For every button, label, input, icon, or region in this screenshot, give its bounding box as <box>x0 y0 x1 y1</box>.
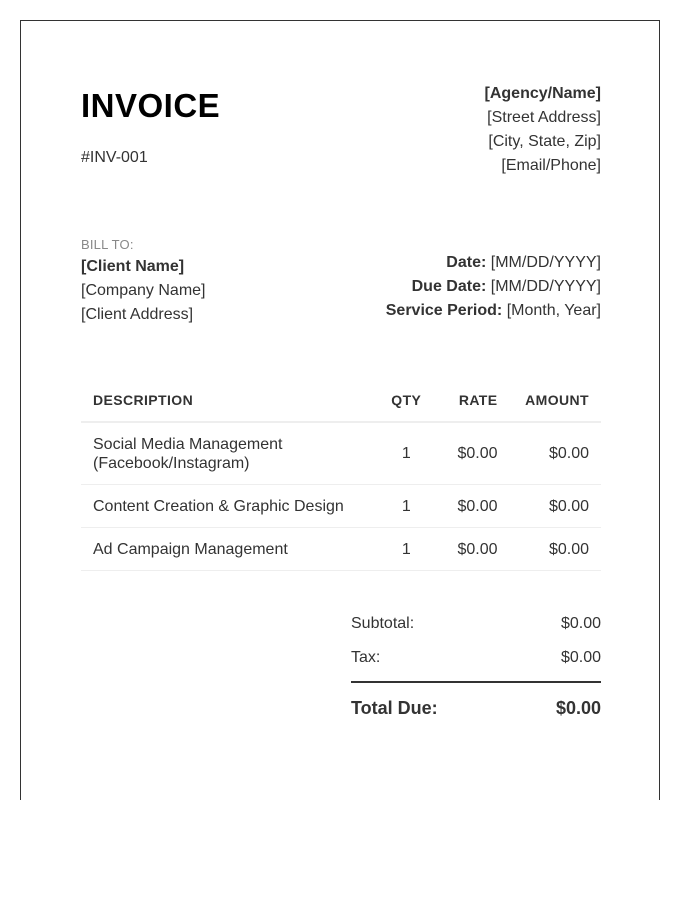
tax-line <box>351 647 601 681</box>
service-period-label: Service Period: <box>385 302 503 319</box>
row-qty: 1 <box>383 485 429 528</box>
client-name: [Client Name] <box>81 258 185 275</box>
table-header <box>81 379 601 422</box>
header-description: DESCRIPTION <box>81 379 383 422</box>
dates-block <box>386 251 601 323</box>
tax-value: $0.00 <box>560 649 601 666</box>
invoice-title: INVOICE <box>81 87 221 124</box>
due-date-line <box>386 275 601 299</box>
due-date-value: [MM/DD/YYYY] <box>490 278 601 295</box>
table-row <box>81 485 601 528</box>
row-description-line1: Social Media Management <box>93 435 283 453</box>
tax-label: Tax: <box>351 649 381 666</box>
subtotal-value: $0.00 <box>560 615 601 632</box>
table-row <box>81 528 601 571</box>
header-amount: AMOUNT <box>508 379 602 422</box>
totals-block <box>351 613 601 721</box>
invoice-header <box>81 87 601 207</box>
table-body <box>81 422 601 571</box>
invoice-number: #INV-001 <box>81 149 148 166</box>
row-rate: $0.00 <box>429 528 507 571</box>
row-amount: $0.00 <box>508 485 602 528</box>
row-qty: 1 <box>383 422 429 485</box>
agency-street: [Street Address] <box>487 109 601 126</box>
row-description: Ad Campaign Management <box>81 528 383 571</box>
row-rate: $0.00 <box>429 485 507 528</box>
company-name: [Company Name] <box>81 282 206 299</box>
date-label: Date: <box>446 254 487 271</box>
service-period-line <box>386 299 601 323</box>
agency-contact: [Email/Phone] <box>501 157 601 174</box>
total-due-label: Total Due: <box>351 698 438 718</box>
row-description: Content Creation & Graphic Design <box>81 485 383 528</box>
row-rate: $0.00 <box>429 422 507 485</box>
invoice-page <box>20 20 660 800</box>
agency-city: [City, State, Zip] <box>488 133 601 150</box>
table-header-row <box>81 379 601 422</box>
bill-to-label: BILL TO: <box>81 237 134 252</box>
row-amount: $0.00 <box>508 528 602 571</box>
agency-name: [Agency/Name] <box>484 85 601 102</box>
header-rate: RATE <box>429 379 507 422</box>
subtotal-label: Subtotal: <box>351 615 415 632</box>
row-qty: 1 <box>383 528 429 571</box>
billing-section <box>81 237 601 337</box>
line-items-table <box>81 379 601 571</box>
row-description <box>81 422 383 485</box>
service-period-value: [Month, Year] <box>506 302 601 319</box>
row-amount: $0.00 <box>508 422 602 485</box>
subtotal-line <box>351 613 601 647</box>
total-due-line <box>351 695 601 721</box>
bill-to-block <box>81 237 206 327</box>
agency-block <box>485 82 601 178</box>
date-line <box>386 251 601 275</box>
due-date-label: Due Date: <box>411 278 487 295</box>
date-value: [MM/DD/YYYY] <box>490 254 601 271</box>
total-due-value: $0.00 <box>555 698 601 718</box>
header-qty: QTY <box>383 379 429 422</box>
row-description-line2: (Facebook/Instagram) <box>93 454 250 472</box>
totals-divider <box>351 681 601 683</box>
client-address: [Client Address] <box>81 306 194 323</box>
table-row <box>81 422 601 485</box>
